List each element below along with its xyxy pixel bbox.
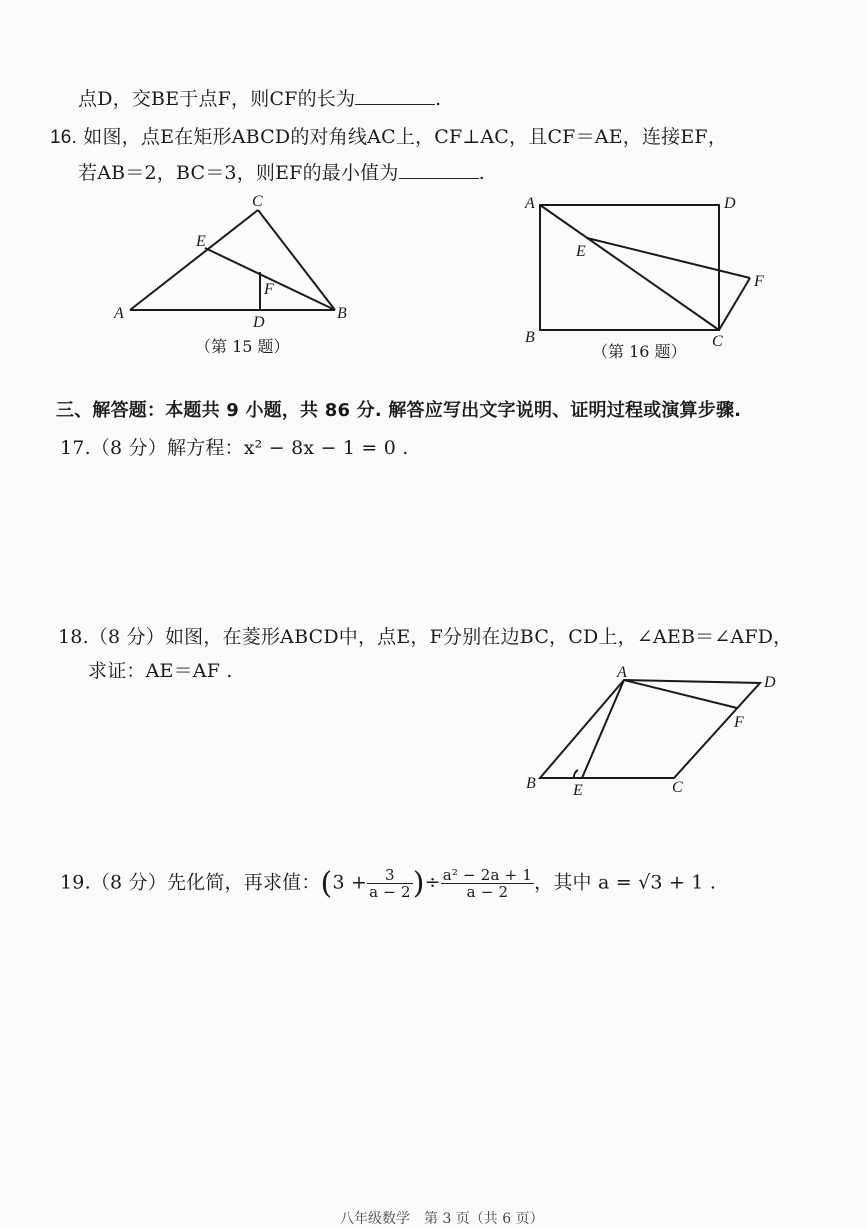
q18-line1: 18.（8 分）如图，在菱形ABCD中，点E，F分别在边BC，CD上，∠AEB＝∠AFD，	[58, 626, 793, 648]
q16-text1: 如图，点E在矩形ABCD的对角线AC上，CF⊥AC，且CF＝AE，连接EF，	[83, 126, 728, 148]
page-footer: 八年级数学 第 3 页（共 6 页）	[340, 1211, 544, 1227]
q15-tail: 点D，交BE于点F，则CF的长为 .	[78, 88, 442, 110]
q19-prefix: 19.（8 分）先化简，再求值：	[60, 871, 321, 894]
q16-text2: 若AB＝2，BC＝3，则EF的最小值为	[78, 162, 399, 184]
fig18-angle-mark-e	[574, 770, 578, 778]
fig16-label-d: D	[724, 195, 736, 212]
fig18-label-b: B	[526, 775, 536, 792]
q19-fraction-1: $\frac{3}{a - 2}$	[369, 865, 411, 901]
fig15-label-f: F	[264, 281, 274, 298]
fig18-label-f: F	[734, 714, 744, 731]
fig16-label-e: E	[576, 243, 586, 260]
fig15-label-c: C	[252, 193, 263, 210]
q19-divide: ÷	[424, 871, 441, 894]
q19: 19.（8 分）先化简，再求值：(3 + $\frac{3}{a - 2}$ )÷ $\frac{\text{a² − 2a + 1}}{a - 2}$ ，其中 a = √3 + 1 .	[60, 865, 717, 901]
fig18-segment-af	[624, 680, 737, 708]
q19-fraction-2: $\frac{\text{a² − 2a + 1}}{a - 2}$	[442, 865, 533, 901]
fig18-label-a: A	[617, 664, 627, 681]
q15-tail-text: 点D，交BE于点F，则CF的长为	[78, 88, 356, 110]
fig15-label-d: D	[253, 314, 265, 331]
q16-line2: 若AB＝2，BC＝3，则EF的最小值为 .	[78, 162, 485, 184]
fig15-label-e: E	[196, 233, 206, 250]
fig18-segment-ae	[582, 680, 624, 778]
fig16-label-f: F	[754, 273, 764, 290]
fig15-label-a: A	[114, 305, 124, 322]
fig18-label-c: C	[672, 779, 683, 796]
fig16-label-b: B	[525, 329, 535, 346]
section-heading: 三、解答题：本题共 9 小题，共 86 分. 解答应写出文字说明、证明过程或演算步骤.	[56, 400, 742, 421]
q19-lead: 3 +	[332, 871, 368, 894]
fig18-rhombus	[540, 680, 760, 778]
q18-line2: 求证：AE＝AF .	[88, 660, 233, 682]
fig18-label-d: D	[764, 674, 776, 691]
fig15-label-b: B	[337, 305, 347, 322]
fig16-label-a: A	[525, 195, 535, 212]
fig18-label-e: E	[573, 782, 583, 799]
fig15-caption: （第 15 题）	[195, 337, 290, 356]
q17: 17.（8 分）解方程：x² − 8x − 1 = 0 .	[60, 437, 409, 459]
q16-number: 16.	[50, 127, 78, 148]
fig16-label-c: C	[712, 333, 723, 350]
q19-suffix: ，其中 a = √3 + 1 .	[534, 871, 717, 894]
fig16-caption: （第 16 题）	[592, 342, 687, 361]
